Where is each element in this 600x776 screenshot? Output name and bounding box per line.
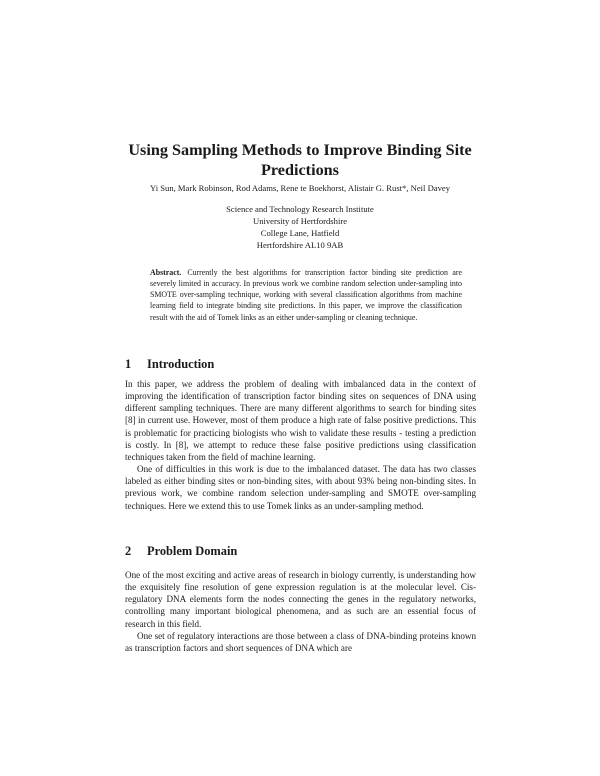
section-heading-problem-domain: [125, 544, 237, 559]
paper-title: Using Sampling Methods to Improve Binding Site Predictions: [128, 141, 472, 179]
introduction-body: [125, 378, 476, 512]
abstract-text: Currently the best algorithms for transcription factor binding site prediction are severely limited in accuracy. In previous work we combine random selection under-sampling into SMOTE over-sampling technique, working with several classification algorithms from machine learning field to integrate binding site predictions. In this paper, we improve the classification result with the aid of Tomek links as an either under-sampling or cleaning technique.: [150, 268, 462, 322]
affiliation-line: College Lane, Hatfield: [260, 227, 340, 238]
section-title: Introduction: [147, 357, 215, 371]
section-number: 2: [125, 544, 132, 558]
affiliation-line: University of Hertfordshire: [252, 215, 348, 226]
section-number: 1: [125, 357, 132, 371]
affiliation-line: Hertfordshire AL10 9AB: [256, 239, 344, 250]
paragraph: One set of regulatory interactions are those between a class of DNA-binding proteins known as transcription factors and short sequences of DNA which are: [125, 630, 476, 653]
section-title: Problem Domain: [147, 544, 238, 558]
author-list: Yi Sun, Mark Robinson, Rod Adams, Rene te Boekhorst, Alistair G. Rust*, Neil Davey: [149, 183, 451, 193]
affiliation-block: [150, 204, 450, 252]
paragraph: In this paper, we address the problem of dealing with imbalanced data in the context of improving the identification of transcription factor binding sites on sequences of DNA using different sampling techniques. There are many different algorithms to search for binding sites [8] in current use. However, most of them produce a high rate of false positive predictions. This is problematic for practicing biologists who wish to validate these results - testing a prediction is costly. In [8], we attempt to reduce these false positive predictions using classification techniques taken from the field of machine learning.: [125, 379, 476, 462]
abstract-label: Abstract.: [150, 268, 182, 277]
problem-domain-body: [125, 569, 476, 654]
affiliation-line: Science and Technology Research Institute: [226, 204, 374, 214]
section-heading-introduction: [125, 357, 214, 372]
abstract-block: [150, 267, 462, 323]
paragraph: One of difficulties in this work is due to the imbalanced dataset. The data has two classes labeled as either binding sites or non-binding sites, with about 93% being non-binding sites. In previous work, we combine random selection under-sampling and SMOTE over-sampling techniques. Here we extend this to use Tomek links as an under-sampling method.: [125, 464, 476, 511]
paragraph: One of the most exciting and active areas of research in biology currently, is understanding how the exquisitely fine resolution of gene expression regulation is at the molecular level. Cis-regulatory DNA elements form the nodes connecting the genes in the regulatory networks, controlling many important biological phenomena, and as such are an essential focus of research in this field.: [125, 570, 476, 629]
